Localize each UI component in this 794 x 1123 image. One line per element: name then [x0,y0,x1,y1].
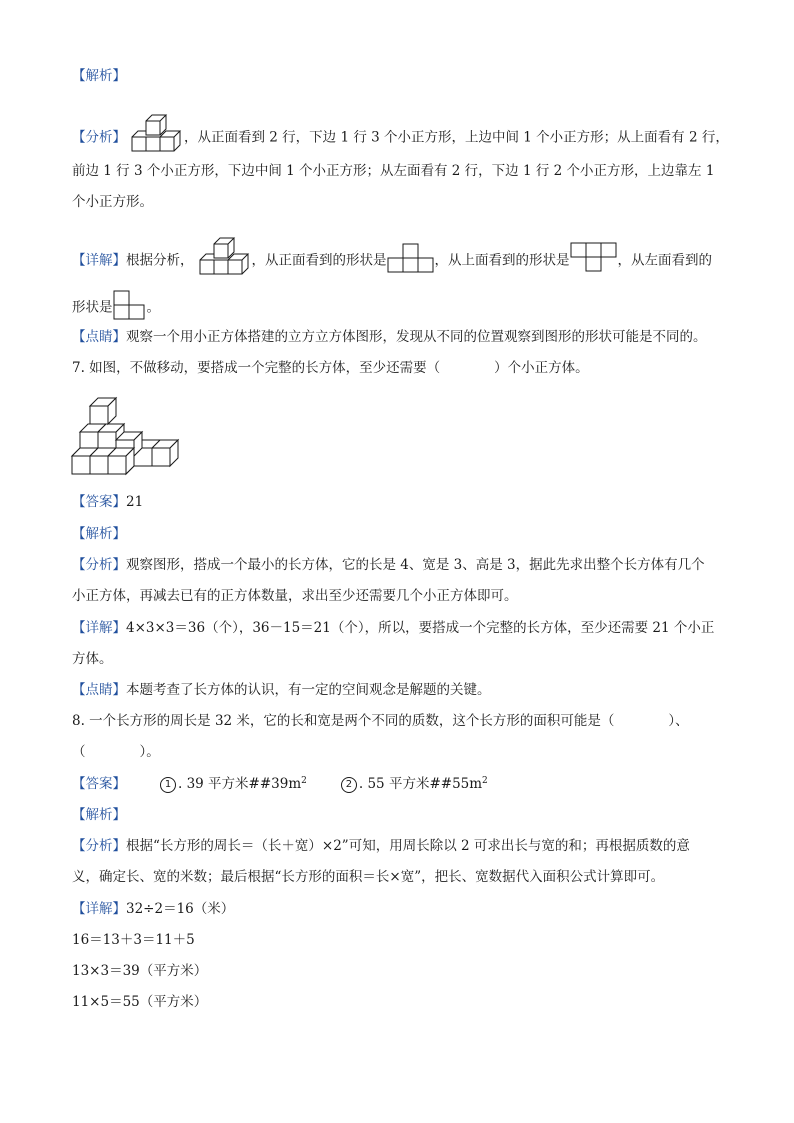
analysis-tag: 【分析】 [72,129,126,146]
answer-tag: 【答案】 [72,494,126,510]
top-view-figure [570,242,618,280]
q8-analysis-line2: 义，确定长、宽的米数；最后根据“长方形的面积＝长×宽”，把长、宽数据代入面积公式计算即可。 [72,869,665,885]
q7-tip: 【点睛】本题考查了长方体的认识，有一定的空间观念是解题的关键。 [72,682,491,698]
left-view-figure [113,290,147,326]
q7-answer [72,492,143,512]
q8-detail-line2: 16＝13＋3＝11＋5 [72,932,195,948]
answer-2-marker: 2 [341,777,357,793]
cube-stack-figure-small [126,115,184,161]
q8-question-line2: （ ）。 [72,744,160,760]
q7-jiexi-label: 【解析】 [72,526,126,542]
q7-analysis-line2: 小正方体，再减去已有的正方体数量，求出至少还需要几个小正方体即可。 [72,588,518,604]
q6-tip: 【点睛】观察一个用小正方体搭建的立方立方体图形，发现从不同的位置观察到图形的形状可能是不同的。 [72,329,707,345]
jiexi-label: 【解析】 [72,68,126,84]
q7-detail-line1: 【详解】4×3×3＝36（个），36－15＝21（个），所以，要搭成一个完整的长方体，至少还需要 21 个小正 [72,620,715,636]
q8-analysis-line1: 【分析】根据“长方形的周长＝（长＋宽）×2”可知，用周长除以 2 可求出长与宽的和；再根据质数的意 [72,838,690,854]
q6-detail-line2: 形状是 。 [72,290,160,326]
answer-value: 21 [126,494,144,510]
q8-answer: 【答案】 1 . 39 平方米$\#\#39m^2$ 2 . 55 平方米$\#\#55m^2$ [72,776,488,792]
q8-jiexi-label: 【解析】 [72,807,126,823]
q8-detail-line1: 【详解】32÷2＝16（米） [72,901,235,917]
q7-analysis-line1: 【分析】观察图形，搭成一个最小的长方体，它的长是 4、宽是 3、高是 3，据此先求出整个长方体有几个 [72,557,705,573]
q6-detail-line1: 【详解】根据分析， ，从正面看到的形状是 ，从上面看到的形状是 ，从左面看到的 [72,238,712,284]
q7-detail-line2: 方体。 [72,651,113,667]
q7-question: 7. 如图，不做移动，要搭成一个完整的长方体，至少还需要（ ）个小正方体。 [72,360,589,376]
front-view-figure [387,242,435,280]
q6-analysis-line2: 前边 1 行 3 个小正方形，下边中间 1 个小正方形；从左面看有 2 行，下边 1 行 2 个小正方形，上边靠左 1 [72,163,715,179]
q6-analysis-line1: 【分析】 ，从正面看到 2 行，下边 1 行 3 个小正方形，上边中间 1 个小正方形；从上面看有 2 行， [72,115,729,161]
q8-detail-line3: 13×3＝39（平方米） [72,963,208,979]
answer-1-marker: 1 [160,777,176,793]
tip-tag: 【点睛】 [72,329,126,345]
q6-analysis-line3: 个小正方形。 [72,194,153,210]
q7-cube-figure [70,396,180,486]
detail-tag: 【详解】 [72,252,126,269]
q8-question-line1: 8. 一个长方形的周长是 32 米，它的长和宽是两个不同的质数，这个长方形的面积可能是（ ）、 [72,713,689,729]
cube-stack-figure-small-2 [194,238,252,284]
q8-detail-line4: 11×5＝55（平方米） [72,994,208,1010]
